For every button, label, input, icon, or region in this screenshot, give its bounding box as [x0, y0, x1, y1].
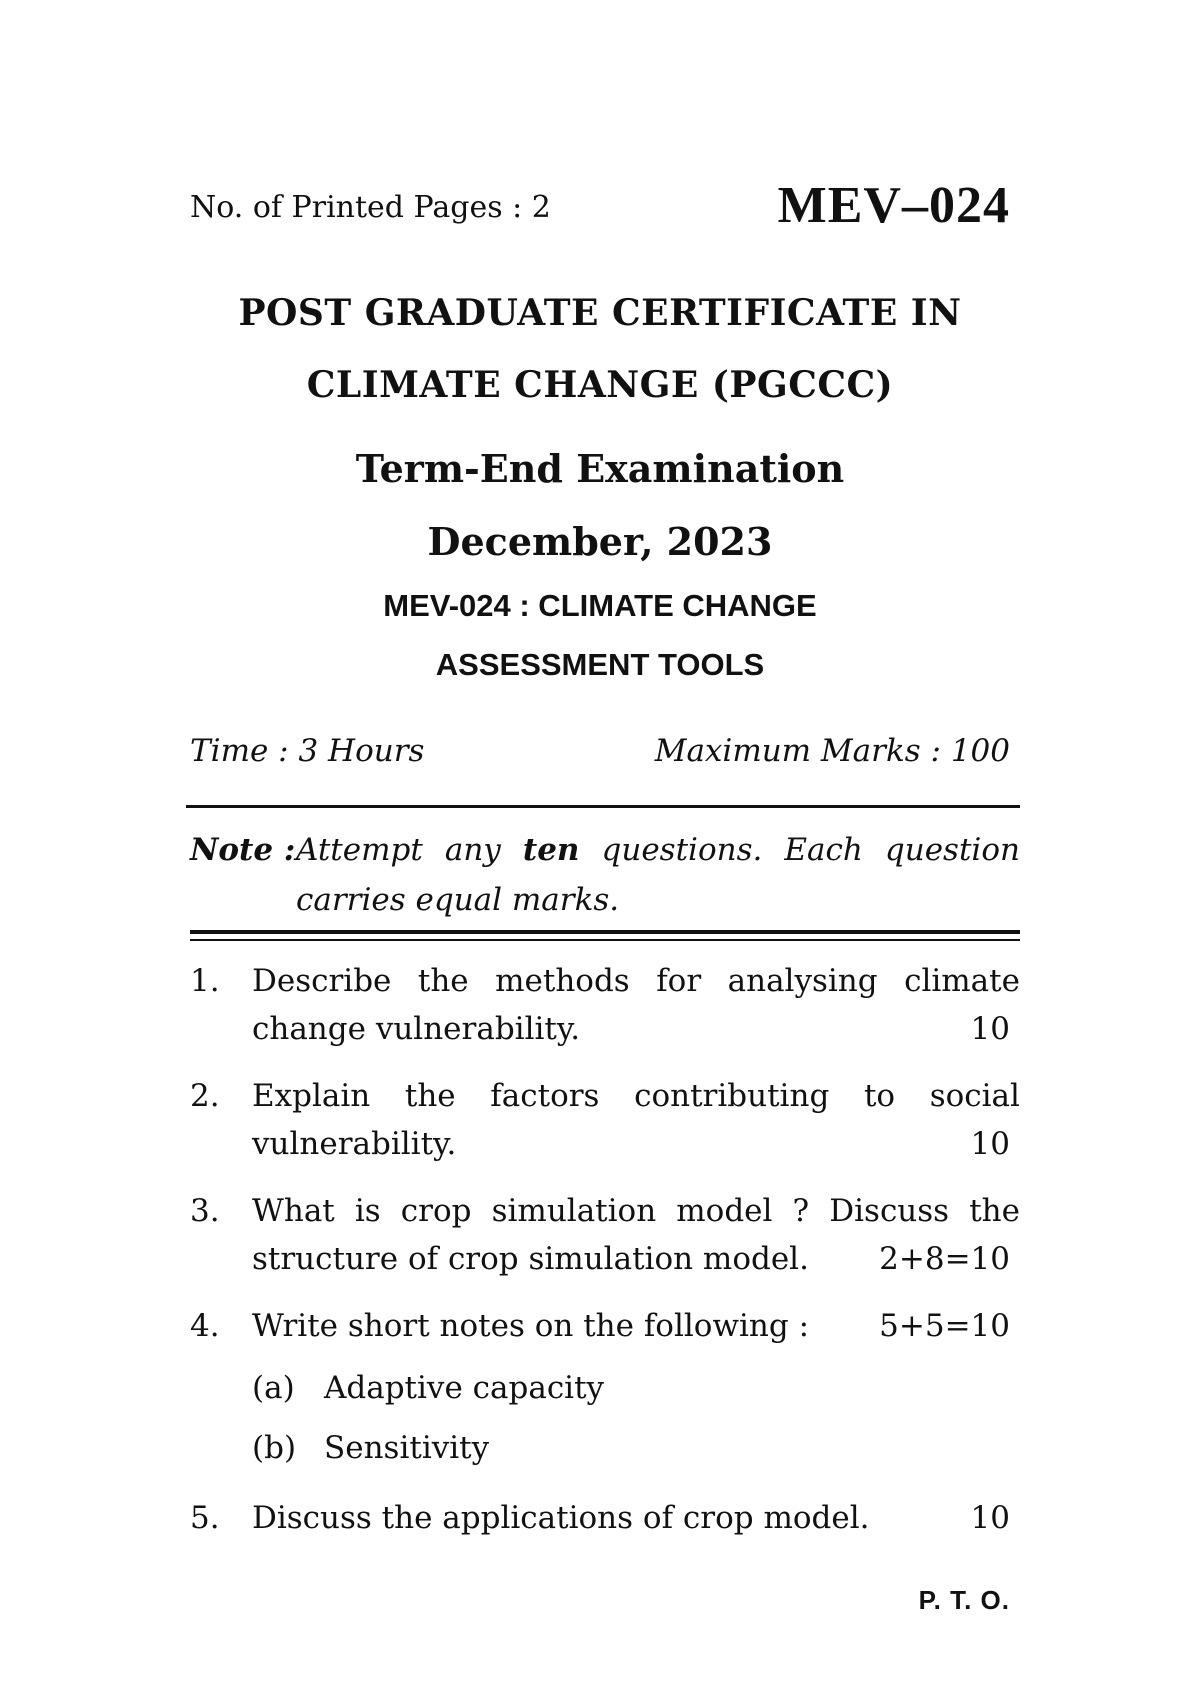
subpart-label: (b) — [252, 1430, 297, 1466]
programme-title-line-1: POST GRADUATE CERTIFICATE IN — [238, 292, 962, 334]
please-turn-over: P. T. O. — [918, 1585, 1010, 1615]
question-word: What — [252, 1193, 335, 1229]
question-word: contributing — [634, 1078, 830, 1114]
maximum-marks: Maximum Marks : 100 — [654, 733, 1010, 769]
question-word: model — [676, 1193, 773, 1229]
course-title-line-2: ASSESSMENT TOOLS — [435, 647, 765, 682]
divider-double-thick — [190, 930, 1020, 934]
question-word: is — [354, 1193, 381, 1229]
note-text — [296, 825, 1020, 918]
question-marks: 10 — [970, 1500, 1010, 1536]
question-word: to — [863, 1078, 896, 1114]
question-marks: 2+8=10 — [879, 1241, 1010, 1277]
question-text-line-2: vulnerability. — [252, 1126, 457, 1162]
question-text-line-2: change vulnerability. — [252, 1011, 581, 1047]
question-word: methods — [495, 963, 630, 999]
question-text-line-1 — [252, 1193, 1020, 1229]
question-text-line-1 — [252, 1078, 1020, 1114]
question-marks: 10 — [970, 1126, 1010, 1162]
question-text-line-1: Discuss the applications of crop model. — [252, 1500, 870, 1536]
question-word: Discuss — [829, 1193, 950, 1229]
question-word: Explain — [252, 1078, 371, 1114]
question-word: the — [404, 1078, 456, 1114]
question-number: 5. — [190, 1500, 220, 1536]
note-word-emphasis: ten — [522, 832, 580, 868]
question-subpart-b — [252, 1430, 490, 1466]
subpart-text: Sensitivity — [324, 1430, 490, 1466]
question-word: the — [969, 1193, 1020, 1229]
question-text-line-1 — [252, 963, 1020, 999]
question-subpart-a — [252, 1370, 605, 1406]
exam-duration: Time : 3 Hours — [190, 733, 425, 769]
note-word: Attempt — [296, 832, 423, 868]
note-line-2: carries equal marks. — [296, 882, 620, 918]
note-word: question — [884, 832, 1020, 868]
course-title-line-1: MEV-024 : CLIMATE CHANGE — [383, 588, 817, 623]
note-label: Note : — [190, 832, 296, 868]
question-word: crop — [400, 1193, 472, 1229]
printed-pages-count: No. of Printed Pages : 2 — [190, 190, 551, 225]
divider-top — [186, 805, 1020, 808]
programme-title-line-2: CLIMATE CHANGE (PGCCC) — [306, 364, 894, 406]
divider-double-thin — [190, 939, 1020, 941]
question-word: climate — [904, 963, 1020, 999]
question-number: 1. — [190, 963, 220, 999]
question-number: 2. — [190, 1078, 220, 1114]
question-marks: 5+5=10 — [879, 1308, 1010, 1344]
question-word: factors — [490, 1078, 600, 1114]
subpart-label: (a) — [252, 1370, 295, 1406]
question-word: simulation — [491, 1193, 657, 1229]
question-word: the — [417, 963, 469, 999]
question-word: social — [929, 1078, 1020, 1114]
subpart-text: Adaptive capacity — [324, 1370, 605, 1406]
question-word: Describe — [252, 963, 392, 999]
question-word: analysing — [727, 963, 878, 999]
note-word: questions. — [601, 832, 763, 868]
note-word: Each — [784, 832, 863, 868]
exam-date: December, 2023 — [427, 519, 773, 564]
question-number: 3. — [190, 1193, 220, 1229]
exam-title: Term-End Examination — [355, 446, 845, 491]
question-marks: 10 — [970, 1011, 1010, 1047]
question-word: ? — [792, 1193, 810, 1229]
paper-code: MEV–024 — [777, 177, 1010, 234]
note-line-1 — [296, 825, 1020, 875]
question-text-line-2: structure of crop simulation model. — [252, 1241, 809, 1277]
note-word: any — [444, 832, 501, 868]
question-text-line-1: Write short notes on the following : — [252, 1308, 810, 1344]
question-number: 4. — [190, 1308, 220, 1344]
question-word: for — [656, 963, 702, 999]
